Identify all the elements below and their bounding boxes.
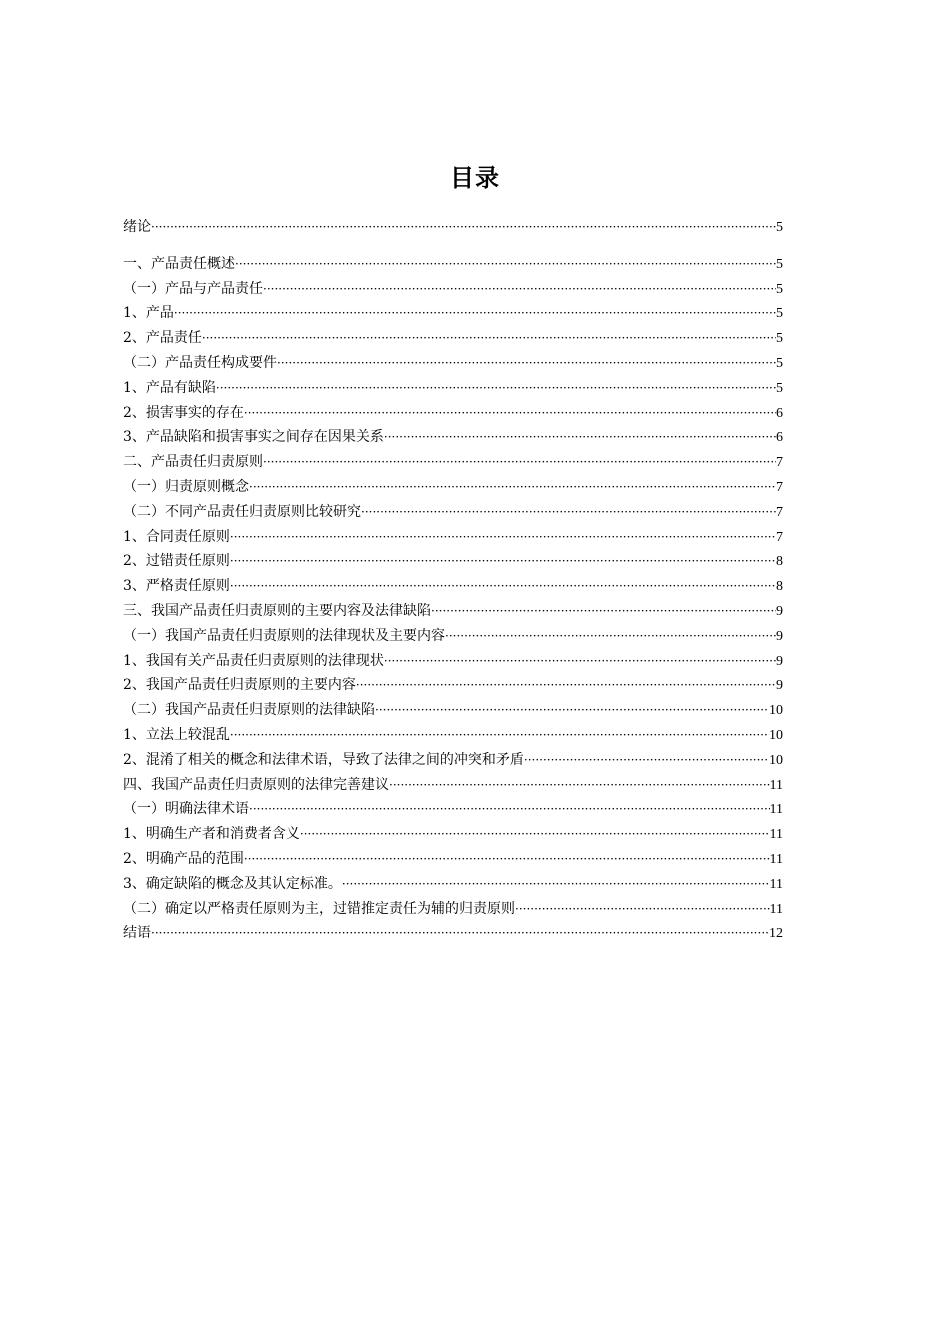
toc-page-number: 11 — [769, 777, 783, 793]
toc-entry-label: 1、立法上较混乱 — [123, 726, 230, 743]
toc-entry — [123, 897, 783, 922]
toc-leader-dots — [235, 252, 776, 277]
toc-page-number: 12 — [769, 926, 783, 942]
toc-leader-dots — [202, 326, 776, 351]
toc-entry — [123, 301, 783, 326]
toc-entry — [123, 649, 783, 674]
toc-page-number: 5 — [776, 256, 783, 272]
toc-title: 目录 — [450, 163, 500, 192]
toc-leader-dots — [263, 450, 776, 475]
toc-entry-label: （二）不同产品责任归责原则比较研究 — [123, 503, 361, 520]
toc-list — [123, 215, 783, 946]
toc-leader-dots — [342, 872, 770, 897]
toc-entry-label: 2、产品责任 — [123, 330, 202, 347]
toc-entry-label: 2、我国产品责任归责原则的主要内容 — [123, 677, 356, 694]
toc-entry — [123, 673, 783, 698]
toc-leader-dots — [515, 897, 770, 922]
toc-page-number: 11 — [769, 802, 783, 818]
toc-entry — [123, 376, 783, 401]
toc-page-number: 11 — [769, 827, 783, 843]
toc-entry — [123, 822, 783, 847]
toc-entry — [123, 847, 783, 872]
toc-entry — [123, 401, 783, 426]
toc-page-number: 8 — [776, 554, 783, 570]
toc-page-number: 11 — [769, 901, 783, 917]
toc-leader-dots — [431, 599, 776, 624]
toc-leader-dots — [389, 773, 770, 798]
toc-entry-label: 1、产品有缺陷 — [123, 379, 216, 396]
toc-leader-dots — [249, 797, 770, 822]
toc-entry-label: 三、我国产品责任归责原则的主要内容及法律缺陷 — [123, 602, 431, 619]
toc-leader-dots — [384, 425, 776, 450]
toc-entry-label: 2、损害事实的存在 — [123, 404, 244, 421]
toc-entry — [123, 549, 783, 574]
toc-leader-dots — [524, 748, 769, 773]
toc-page-number: 10 — [769, 703, 783, 719]
toc-leader-dots — [361, 500, 776, 525]
toc-leader-dots — [244, 401, 776, 426]
toc-page-number: 11 — [769, 876, 783, 892]
toc-page-number: 11 — [769, 851, 783, 867]
toc-entry-label: 3、产品缺陷和损害事实之间存在因果关系 — [123, 429, 384, 446]
toc-page-number: 9 — [776, 628, 783, 644]
toc-entry-label: 3、严格责任原则 — [123, 578, 230, 595]
toc-leader-dots — [375, 698, 769, 723]
toc-entry — [123, 450, 783, 475]
toc-entry-label: 2、过错责任原则 — [123, 553, 230, 570]
toc-leader-dots — [263, 277, 776, 302]
toc-page-number: 9 — [776, 653, 783, 669]
toc-page-number: 9 — [776, 678, 783, 694]
toc-leader-dots — [384, 649, 776, 674]
toc-leader-dots — [300, 822, 770, 847]
toc-leader-dots — [230, 574, 776, 599]
toc-leader-dots — [244, 847, 770, 872]
toc-entry — [123, 921, 783, 946]
toc-entry — [123, 425, 783, 450]
toc-entry — [123, 698, 783, 723]
toc-entry-label: 结语 — [123, 925, 151, 942]
toc-entry — [123, 326, 783, 351]
toc-entry-label: （一）归责原则概念 — [123, 478, 249, 495]
toc-entry-label: （二）我国产品责任归责原则的法律缺陷 — [123, 702, 375, 719]
toc-page-number: 5 — [776, 331, 783, 347]
toc-entry — [123, 574, 783, 599]
toc-leader-dots — [230, 723, 769, 748]
toc-entry-label: 1、明确生产者和消费者含义 — [123, 826, 300, 843]
toc-leader-dots — [445, 624, 776, 649]
toc-entry-label: 二、产品责任归责原则 — [123, 454, 263, 471]
toc-page-number: 10 — [769, 727, 783, 743]
toc-entry — [123, 624, 783, 649]
toc-entry-label: 一、产品责任概述 — [123, 255, 235, 272]
toc-entry-label: （二）产品责任构成要件 — [123, 354, 277, 371]
toc-entry — [123, 748, 783, 773]
toc-page-number: 7 — [776, 504, 783, 520]
toc-entry — [123, 797, 783, 822]
toc-entry-label: 四、我国产品责任归责原则的法律完善建议 — [123, 776, 389, 793]
toc-page-number: 6 — [776, 430, 783, 446]
toc-page-number: 5 — [776, 355, 783, 371]
toc-leader-dots — [174, 301, 776, 326]
toc-entry — [123, 215, 783, 240]
toc-entry-label: 1、我国有关产品责任归责原则的法律现状 — [123, 652, 384, 669]
toc-leader-dots — [230, 549, 776, 574]
toc-leader-dots — [277, 351, 776, 376]
toc-page-number: 5 — [776, 220, 783, 235]
toc-page-number: 5 — [776, 306, 783, 322]
toc-entry-label: （一）产品与产品责任 — [123, 280, 263, 297]
toc-page-number: 9 — [776, 603, 783, 619]
toc-entry-label: （一）明确法律术语 — [123, 801, 249, 818]
toc-entry — [123, 872, 783, 897]
toc-entry — [123, 599, 783, 624]
toc-entry-label: 3、确定缺陷的概念及其认定标准。 — [123, 875, 342, 892]
toc-entry — [123, 277, 783, 302]
toc-leader-dots — [151, 215, 776, 240]
toc-page-number: 10 — [769, 752, 783, 768]
toc-leader-dots — [230, 525, 776, 550]
toc-entry-label: 1、产品 — [123, 305, 174, 322]
toc-page-number: 6 — [776, 405, 783, 421]
toc-leader-dots — [151, 921, 769, 946]
toc-entry-label: （一）我国产品责任归责原则的法律现状及主要内容 — [123, 627, 445, 644]
toc-leader-dots — [216, 376, 776, 401]
toc-entry — [123, 351, 783, 376]
toc-entry — [123, 252, 783, 277]
toc-entry — [123, 525, 783, 550]
toc-page-number: 5 — [776, 281, 783, 297]
toc-entry-label: 2、明确产品的范围 — [123, 850, 244, 867]
toc-entry — [123, 500, 783, 525]
toc-entry — [123, 723, 783, 748]
toc-page-number: 7 — [776, 479, 783, 495]
toc-page-number: 8 — [776, 579, 783, 595]
toc-entry-label: 1、合同责任原则 — [123, 528, 230, 545]
toc-page-number: 7 — [776, 529, 783, 545]
toc-leader-dots — [356, 673, 776, 698]
toc-leader-dots — [249, 475, 776, 500]
toc-entry-label: 2、混淆了相关的概念和法律术语，导致了法律之间的冲突和矛盾 — [123, 751, 524, 768]
toc-entry-label: 绪论 — [123, 219, 151, 235]
toc-page-number: 5 — [776, 380, 783, 396]
toc-entry — [123, 773, 783, 798]
toc-entry-label: （二）确定以严格责任原则为主，过错推定责任为辅的归责原则 — [123, 900, 515, 917]
toc-entry — [123, 475, 783, 500]
toc-page-number: 7 — [776, 455, 783, 471]
